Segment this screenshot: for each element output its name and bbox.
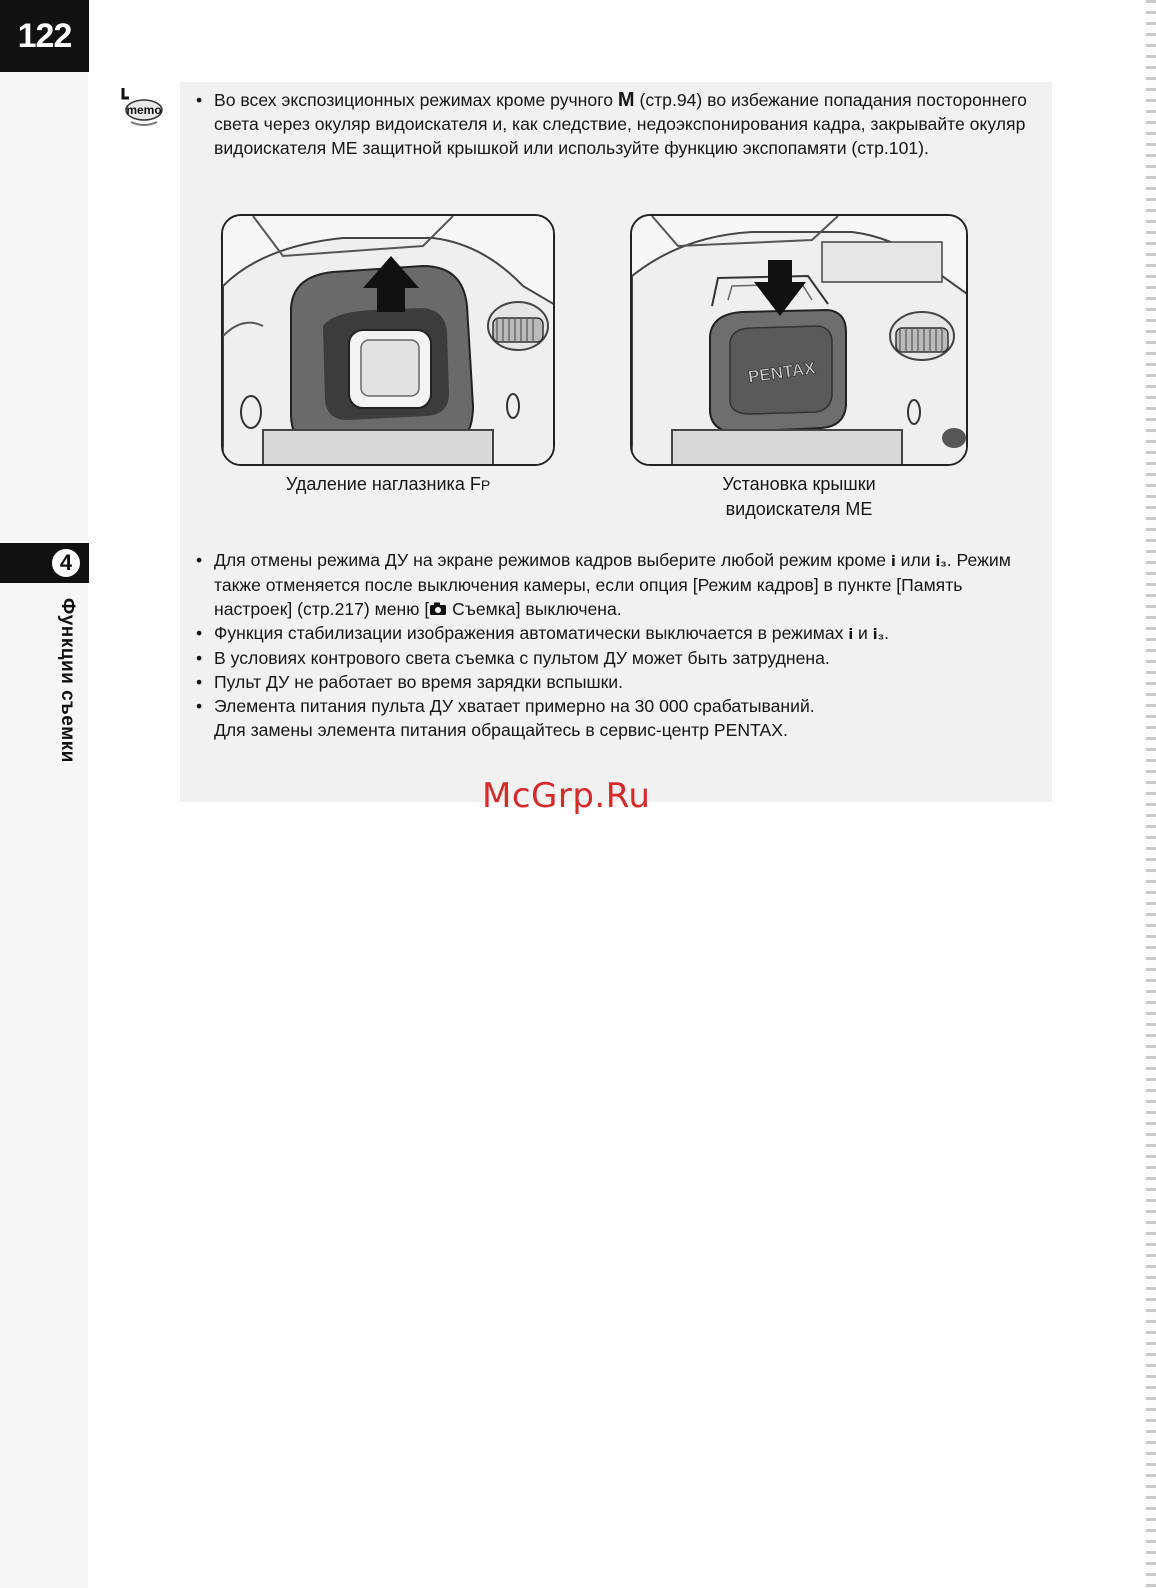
page-number: 122 [0,0,89,72]
notes-list [194,548,1040,742]
remote-3s-mode-icon: 𝗶₃ [872,626,885,642]
page-edge [1146,0,1156,1588]
remote-mode-icon: 𝗶 [848,626,854,642]
camera-icon [429,602,447,616]
left-margin-strip [0,0,88,1588]
note-stabilization: • Функция стабилизации изображения автоматически выключается в режимах 𝗶 и 𝗶₃. [194,621,1040,646]
memo-note: • Во всех экспозиционных режимах кроме ручного M (стр.94) во избежание попадания постороннего света через окуляр видоискателя и, как следствие, недоэкспонирования кадра, закрывайте окуляр видоискателя ME защитной крышкой или используйте функцию экспопамяти (стр.101). [194,88,1040,160]
note-battery: • Элемента питания пульта ДУ хватает примерно на 30 000 срабатываний. Для замены элемента питания обращайтесь в сервис-центр PENTAX. [194,694,1040,742]
figure-install-cap [630,214,968,466]
cap-logo: PENTAX [746,358,817,387]
caption-install-cap: Установка крышки видоискателя ME [722,474,876,519]
chapter-number-badge: 4 [50,547,82,579]
figure-remove-eyecup [221,214,555,466]
caption-remove-eyecup: Удаление наглазника FP [285,474,491,494]
memo-icon-label: memo [126,103,162,117]
remote-mode-icon: 𝗶 [890,553,896,569]
note-flash-charging: • Пульт ДУ не работает во время зарядки вспышки. [194,670,1040,694]
remote-3s-mode-icon: 𝗶₃ [935,553,947,569]
note-remote-cancel: • Для отмены режима ДУ на экране режимов кадров выберите любой режим кроме 𝗶 или 𝗶₃. Режим также отменяется после выключения камеры, если опция [Режим кадров] в пункте [Память настроек] (стр.217) меню [ Съемка] выключена. [194,548,1040,621]
watermark: McGrp.Ru [482,776,651,816]
chapter-title: Функции съемки [57,598,78,763]
note-backlight: • В условиях контрового света съемка с пультом ДУ может быть затруднена. [194,646,1040,670]
mode-m-symbol: M [617,89,635,111]
memo-icon [117,84,165,128]
memo-text [194,88,1040,160]
